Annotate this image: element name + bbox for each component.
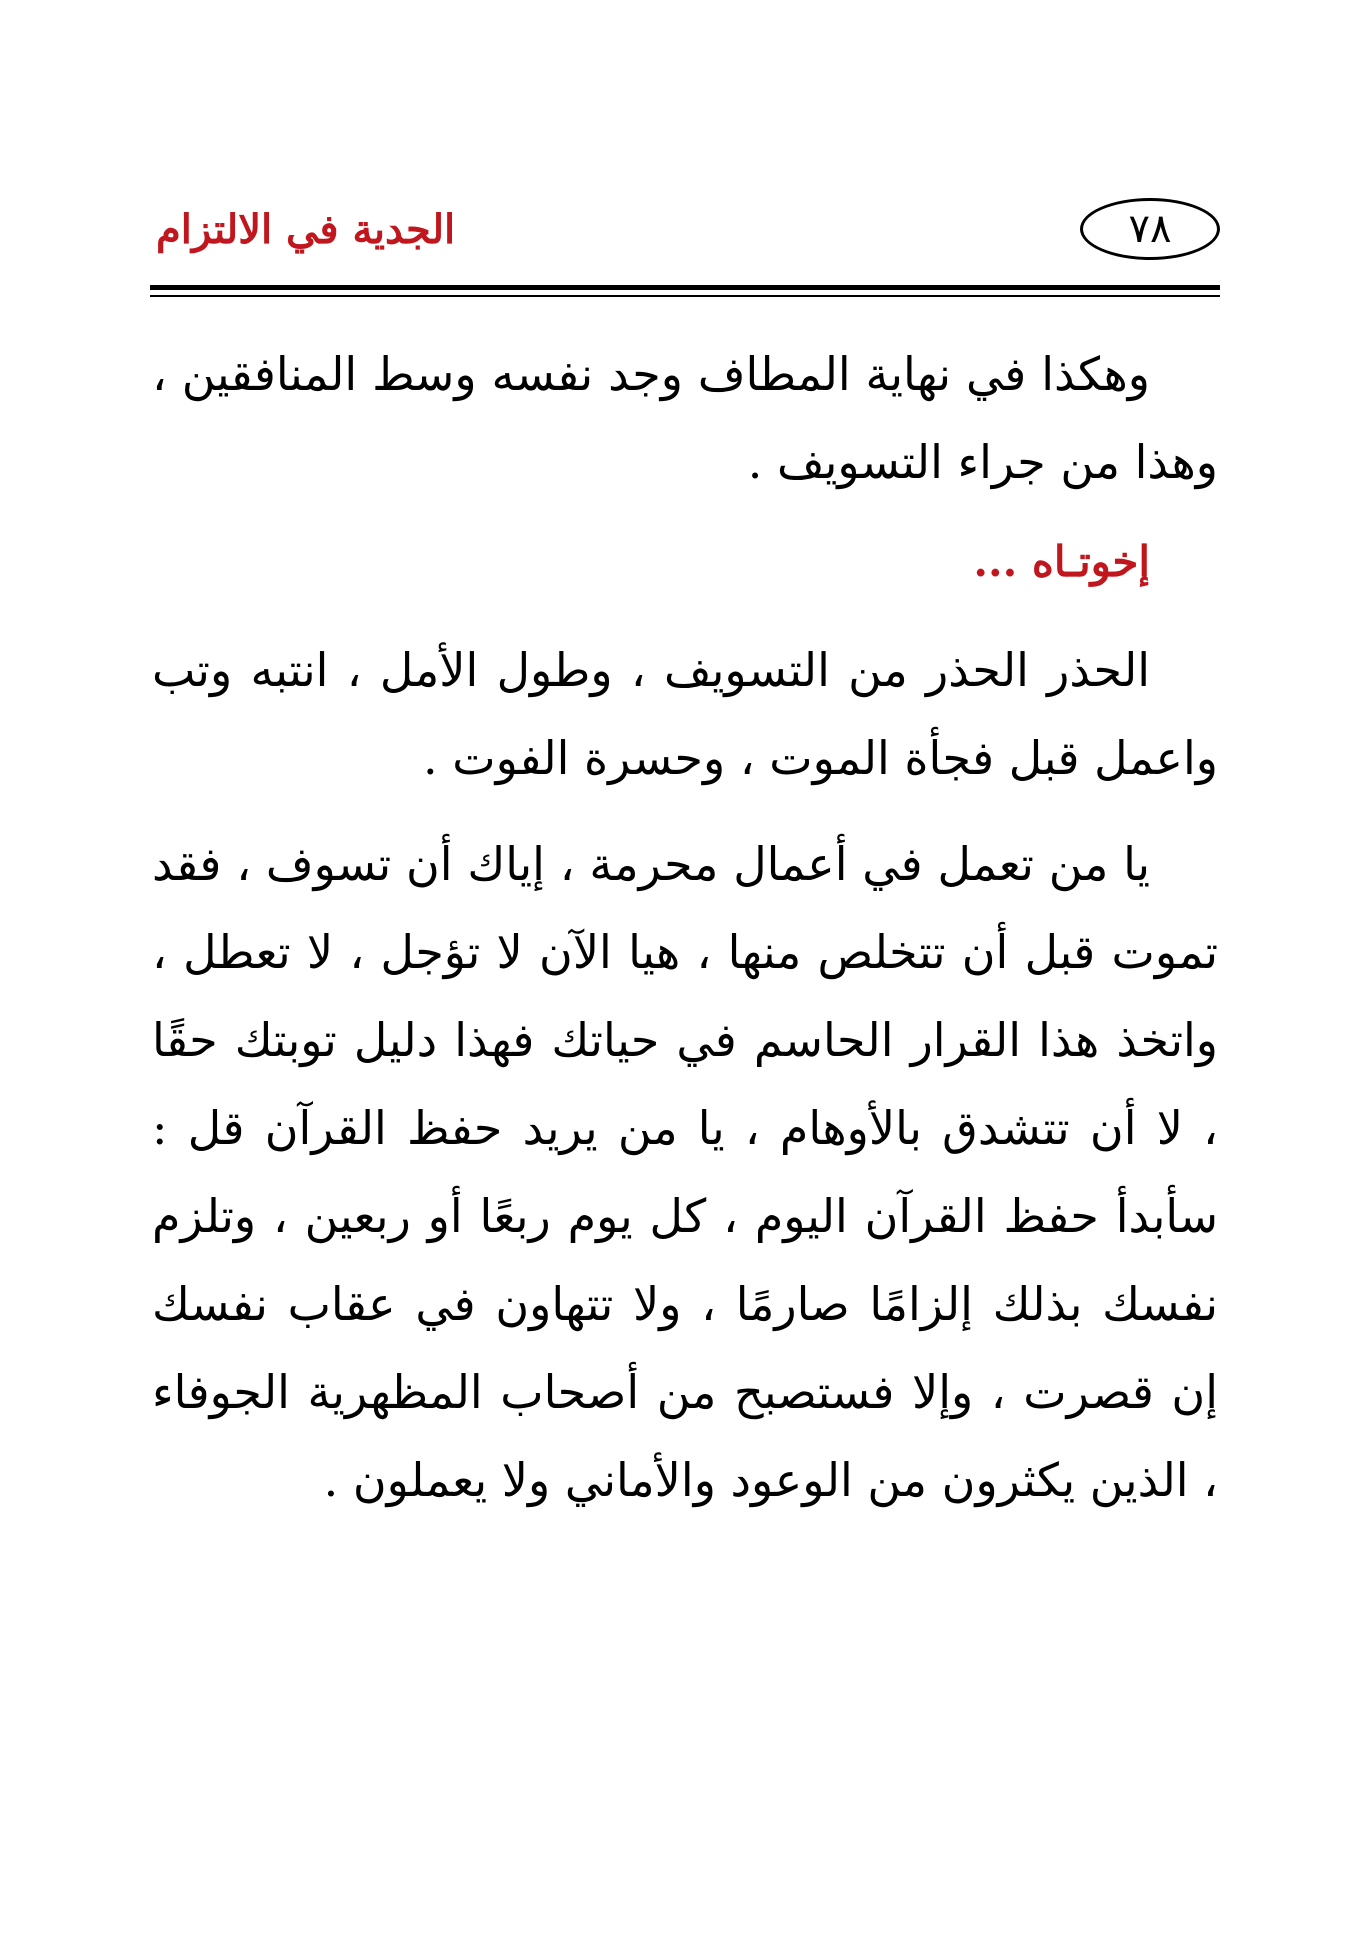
- page-header: [148, 190, 1220, 280]
- paragraph-2: الحذر الحذر من التسويف ، وطول الأمل ، انتبه وتب واعمل قبل فجأة الموت ، وحسرة الفوت .: [152, 643, 1218, 785]
- paragraph-1: وهكذا في نهاية المطاف وجد نفسه وسط المنافقين ، وهذا من جراء التسويف .: [152, 347, 1218, 489]
- page-body: [152, 330, 1218, 1524]
- page-number: ٧٨: [1080, 198, 1220, 260]
- section-heading: إخوتـاه ...: [973, 537, 1150, 586]
- running-title: الجدية في الالتزام: [156, 206, 456, 253]
- header-divider-thick: [150, 285, 1220, 290]
- paragraph-3: يا من تعمل في أعمال محرمة ، إياك أن تسوف ، فقد تموت قبل أن تتخلص منها ، هيا الآن لا تؤجل ، لا تعطل ، واتخذ هذا القرار الحاسم في حياتك فهذا دليل توبتك حقًا ، لا أن تتشدق بالأوهام ، يا من يريد حفظ القرآن قل : سأبدأ حفظ القرآن اليوم ، كل يوم ربعًا أو ربعين ، وتلزم نفسك بذلك إلزامًا صارمًا ، ولا تتهاون في عقاب نفسك إن قصرت ، وإلا فستصبح من أصحاب المظهرية الجوفاء ، الذين يكثرون من الوعود والأماني ولا يعملون .: [152, 837, 1218, 1507]
- header-divider-thin: [150, 295, 1220, 297]
